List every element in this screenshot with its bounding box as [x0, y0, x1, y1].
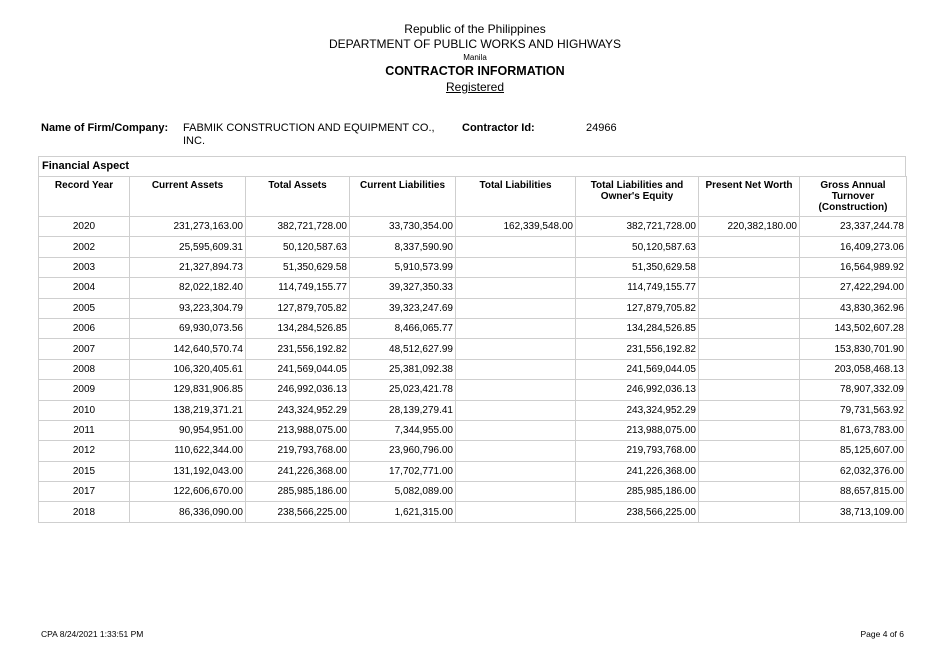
table-cell: 382,721,728.00	[246, 217, 350, 237]
table-cell: 28,139,279.41	[350, 400, 456, 420]
table-cell: 127,879,705.82	[576, 298, 699, 318]
table-cell: 213,988,075.00	[576, 420, 699, 440]
table-cell: 122,606,670.00	[130, 482, 246, 502]
table-cell: 25,023,421.78	[350, 380, 456, 400]
table-cell: 62,032,376.00	[800, 461, 907, 481]
table-cell	[456, 482, 576, 502]
column-header: Total Assets	[246, 177, 350, 217]
table-cell: 2011	[39, 420, 130, 440]
table-cell	[699, 359, 800, 379]
table-row	[39, 217, 907, 237]
table-cell	[456, 318, 576, 338]
table-cell: 38,713,109.00	[800, 502, 907, 522]
header-city: Manila	[463, 53, 487, 62]
table-cell	[456, 237, 576, 257]
table-cell	[456, 420, 576, 440]
column-header: Gross Annual Turnover (Construction)	[800, 177, 907, 217]
table-cell: 2020	[39, 217, 130, 237]
table-row	[39, 441, 907, 461]
table-cell	[699, 237, 800, 257]
table-cell: 16,564,989.92	[800, 257, 907, 277]
table-cell: 1,621,315.00	[350, 502, 456, 522]
footer-timestamp: CPA 8/24/2021 1:33:51 PM	[41, 629, 144, 639]
table-cell: 246,992,036.13	[246, 380, 350, 400]
table-cell: 5,910,573.99	[350, 257, 456, 277]
table-cell: 238,566,225.00	[246, 502, 350, 522]
page-title: CONTRACTOR INFORMATION	[385, 64, 565, 78]
table-cell	[456, 298, 576, 318]
table-cell: 85,125,607.00	[800, 441, 907, 461]
document-header	[0, 22, 950, 95]
table-cell: 5,082,089.00	[350, 482, 456, 502]
table-cell: 114,749,155.77	[576, 278, 699, 298]
table-cell	[699, 420, 800, 440]
table-cell: 25,381,092.38	[350, 359, 456, 379]
header-country: Republic of the Philippines	[404, 22, 546, 36]
table-cell: 241,226,368.00	[576, 461, 699, 481]
table-cell: 106,320,405.61	[130, 359, 246, 379]
table-cell: 88,657,815.00	[800, 482, 907, 502]
table-cell: 81,673,783.00	[800, 420, 907, 440]
table-cell: 134,284,526.85	[246, 318, 350, 338]
table-cell: 129,831,906.85	[130, 380, 246, 400]
table-cell: 2004	[39, 278, 130, 298]
table-row	[39, 420, 907, 440]
table-cell: 127,879,705.82	[246, 298, 350, 318]
table-row	[39, 298, 907, 318]
table-cell: 203,058,468.13	[800, 359, 907, 379]
table-cell: 231,556,192.82	[576, 339, 699, 359]
table-cell: 243,324,952.29	[576, 400, 699, 420]
table-cell	[456, 257, 576, 277]
table-cell	[699, 257, 800, 277]
table-cell	[456, 441, 576, 461]
table-cell: 17,702,771.00	[350, 461, 456, 481]
table-cell: 131,192,043.00	[130, 461, 246, 481]
table-cell	[699, 482, 800, 502]
table-cell: 2002	[39, 237, 130, 257]
table-row	[39, 237, 907, 257]
table-row	[39, 257, 907, 277]
table-cell: 231,273,163.00	[130, 217, 246, 237]
table-cell: 48,512,627.99	[350, 339, 456, 359]
table-cell: 50,120,587.63	[576, 237, 699, 257]
table-cell: 246,992,036.13	[576, 380, 699, 400]
table-cell: 143,502,607.28	[800, 318, 907, 338]
table-row	[39, 318, 907, 338]
table-cell: 90,954,951.00	[130, 420, 246, 440]
table-cell: 114,749,155.77	[246, 278, 350, 298]
table-cell	[699, 298, 800, 318]
table-cell: 23,960,796.00	[350, 441, 456, 461]
table-header-row	[39, 177, 907, 217]
firm-name-value: FABMIK CONSTRUCTION AND EQUIPMENT CO., INC.	[183, 122, 435, 147]
page-number: Page 4 of 6	[860, 629, 904, 639]
table-cell: 16,409,273.06	[800, 237, 907, 257]
table-cell: 2005	[39, 298, 130, 318]
table-cell	[699, 441, 800, 461]
table-cell: 2003	[39, 257, 130, 277]
table-row	[39, 400, 907, 420]
table-cell	[456, 339, 576, 359]
table-cell	[456, 502, 576, 522]
table-cell: 241,226,368.00	[246, 461, 350, 481]
table-row	[39, 359, 907, 379]
table-cell: 7,344,955.00	[350, 420, 456, 440]
table-cell: 2012	[39, 441, 130, 461]
table-cell: 93,223,304.79	[130, 298, 246, 318]
table-cell	[456, 461, 576, 481]
table-cell: 33,730,354.00	[350, 217, 456, 237]
table-cell: 382,721,728.00	[576, 217, 699, 237]
table-cell: 110,622,344.00	[130, 441, 246, 461]
table-cell: 2007	[39, 339, 130, 359]
table-row	[39, 278, 907, 298]
table-cell: 78,907,332.09	[800, 380, 907, 400]
column-header: Total Liabilities	[456, 177, 576, 217]
contractor-id-value: 24966	[586, 122, 617, 134]
table-cell: 162,339,548.00	[456, 217, 576, 237]
table-cell: 86,336,090.00	[130, 502, 246, 522]
table-cell: 219,793,768.00	[576, 441, 699, 461]
table-cell: 238,566,225.00	[576, 502, 699, 522]
table-cell: 2015	[39, 461, 130, 481]
table-cell	[699, 278, 800, 298]
table-cell: 2006	[39, 318, 130, 338]
table-cell: 2018	[39, 502, 130, 522]
table-cell	[456, 359, 576, 379]
table-cell: 69,930,073.56	[130, 318, 246, 338]
table-cell: 243,324,952.29	[246, 400, 350, 420]
table-cell	[699, 380, 800, 400]
table-cell	[699, 400, 800, 420]
table-cell: 142,640,570.74	[130, 339, 246, 359]
table-cell: 2009	[39, 380, 130, 400]
table-cell: 51,350,629.58	[246, 257, 350, 277]
financial-aspect-section	[38, 156, 906, 523]
table-cell: 219,793,768.00	[246, 441, 350, 461]
column-header: Current Liabilities	[350, 177, 456, 217]
table-cell: 220,382,180.00	[699, 217, 800, 237]
table-row	[39, 339, 907, 359]
financial-table	[38, 176, 907, 523]
table-cell: 153,830,701.90	[800, 339, 907, 359]
column-header: Record Year	[39, 177, 130, 217]
contractor-id-label: Contractor Id:	[462, 122, 535, 134]
table-cell: 39,323,247.69	[350, 298, 456, 318]
table-cell: 43,830,362.96	[800, 298, 907, 318]
table-cell: 39,327,350.33	[350, 278, 456, 298]
column-header: Total Liabilities and Owner's Equity	[576, 177, 699, 217]
table-cell: 27,422,294.00	[800, 278, 907, 298]
table-row	[39, 380, 907, 400]
table-cell: 2017	[39, 482, 130, 502]
table-cell: 285,985,186.00	[246, 482, 350, 502]
table-cell: 25,595,609.31	[130, 237, 246, 257]
table-cell: 82,022,182.40	[130, 278, 246, 298]
table-cell: 241,569,044.05	[246, 359, 350, 379]
table-cell: 21,327,894.73	[130, 257, 246, 277]
table-cell	[699, 339, 800, 359]
table-cell: 213,988,075.00	[246, 420, 350, 440]
table-cell	[699, 318, 800, 338]
table-row	[39, 461, 907, 481]
column-header: Present Net Worth	[699, 177, 800, 217]
table-cell: 8,337,590.90	[350, 237, 456, 257]
table-cell	[699, 502, 800, 522]
table-row	[39, 482, 907, 502]
table-cell: 134,284,526.85	[576, 318, 699, 338]
header-department: DEPARTMENT OF PUBLIC WORKS AND HIGHWAYS	[328, 37, 622, 51]
table-cell	[456, 380, 576, 400]
firm-name-label: Name of Firm/Company:	[41, 122, 169, 134]
table-cell: 231,556,192.82	[246, 339, 350, 359]
table-cell: 2010	[39, 400, 130, 420]
table-cell	[456, 400, 576, 420]
table-cell: 2008	[39, 359, 130, 379]
table-cell	[699, 461, 800, 481]
table-cell: 50,120,587.63	[246, 237, 350, 257]
table-cell: 8,466,065.77	[350, 318, 456, 338]
table-cell: 23,337,244.78	[800, 217, 907, 237]
table-row	[39, 502, 907, 522]
table-cell: 138,219,371.21	[130, 400, 246, 420]
table-cell	[456, 278, 576, 298]
table-cell: 51,350,629.58	[576, 257, 699, 277]
table-cell: 241,569,044.05	[576, 359, 699, 379]
registration-status: Registered	[445, 80, 505, 94]
table-cell: 79,731,563.92	[800, 400, 907, 420]
table-cell: 285,985,186.00	[576, 482, 699, 502]
column-header: Current Assets	[130, 177, 246, 217]
financial-aspect-title: Financial Aspect	[38, 156, 906, 176]
